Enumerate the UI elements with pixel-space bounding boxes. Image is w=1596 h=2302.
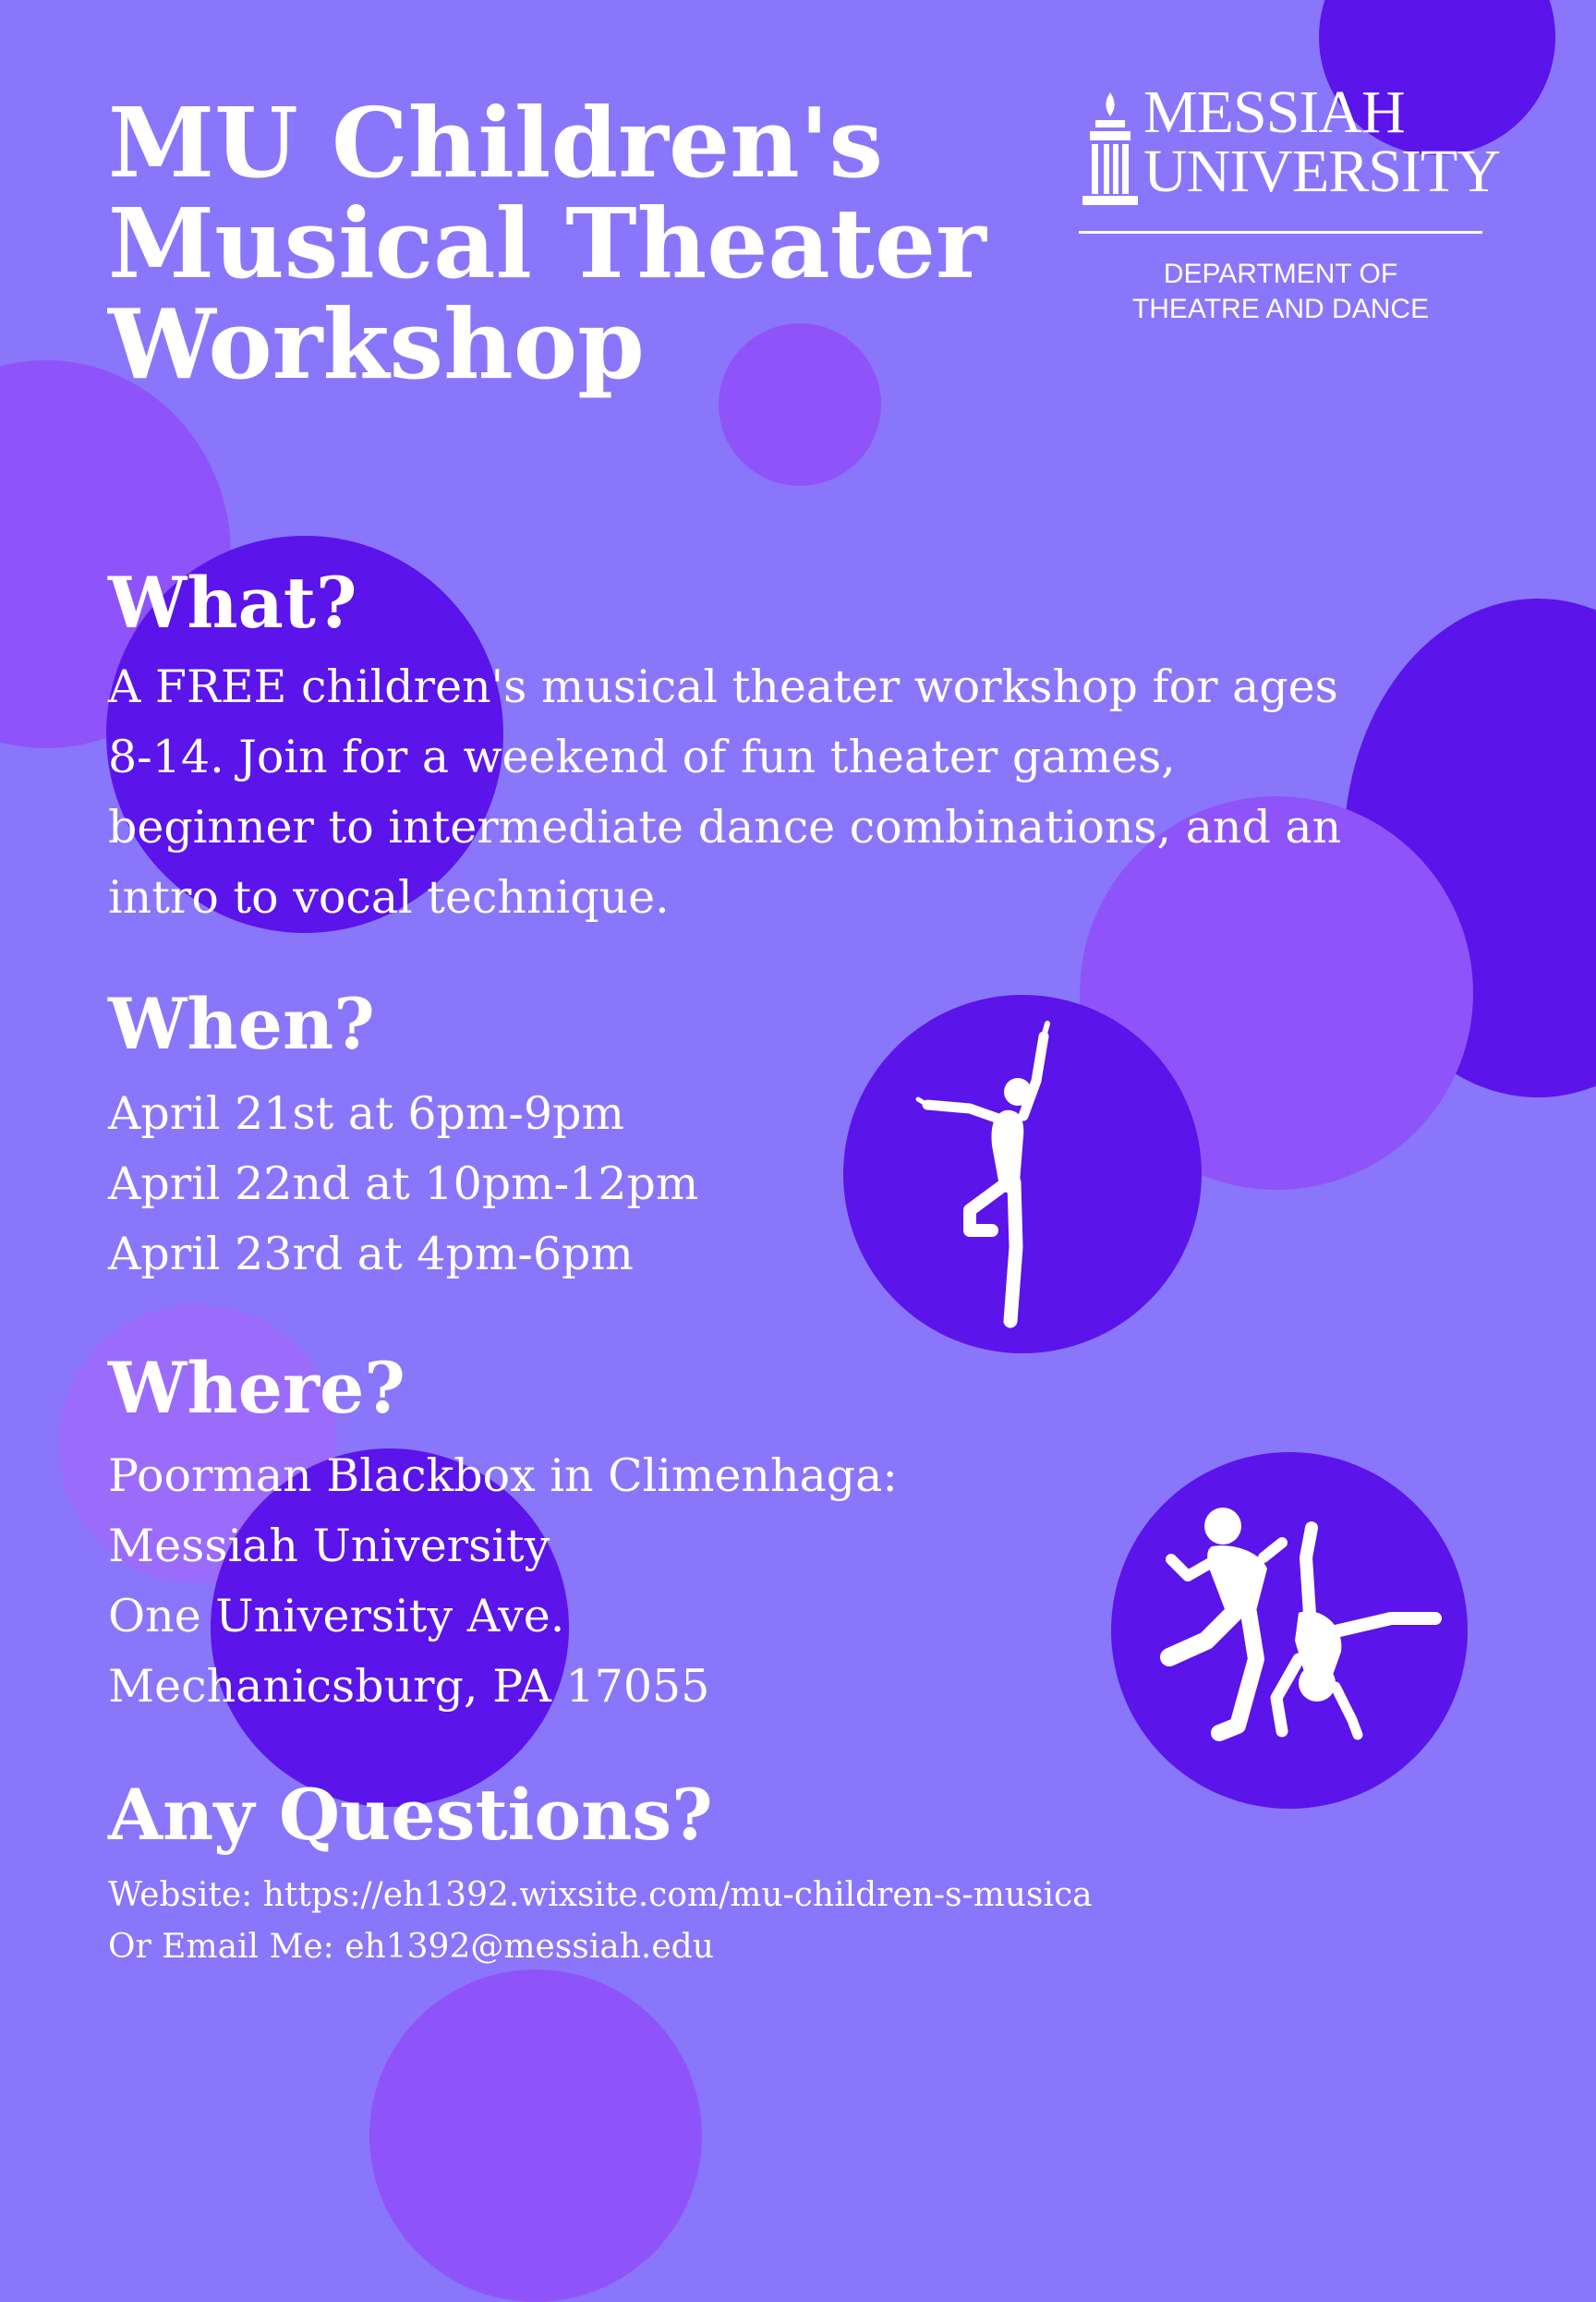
- title-line: MU Children's: [108, 86, 884, 200]
- logo-divider: [1079, 231, 1482, 234]
- where-address: [108, 1441, 898, 1722]
- address-line: One University Ave.: [108, 1590, 565, 1642]
- logo-name-line: MESSIAH: [1143, 79, 1405, 146]
- questions-heading: Any Questions?: [108, 1774, 713, 1856]
- department-name: [1079, 257, 1482, 327]
- schedule-line: April 23rd at 4pm-6pm: [108, 1228, 634, 1280]
- what-line: intro to vocal technique.: [108, 871, 670, 924]
- decor-circle: [369, 1969, 702, 2302]
- schedule-line: April 21st at 6pm-9pm: [108, 1087, 624, 1140]
- department-line: THEATRE AND DANCE: [1131, 294, 1430, 324]
- where-heading: Where?: [108, 1347, 405, 1429]
- what-line: beginner to intermediate dance combinations, and an: [108, 801, 1342, 854]
- page-title: [108, 86, 1032, 402]
- title-line: Workshop: [108, 287, 645, 402]
- what-heading: What?: [108, 562, 357, 644]
- department-line: DEPARTMENT OF: [1163, 259, 1398, 289]
- email-link[interactable]: Or Email Me: eh1392@messiah.edu: [108, 1928, 714, 1966]
- address-line: Mechanicsburg, PA 17055: [108, 1660, 710, 1713]
- breakdancers-icon: [1160, 1502, 1456, 1751]
- ballet-dancer-icon: [914, 1016, 1081, 1330]
- schedule-line: April 22nd at 10pm-12pm: [108, 1157, 699, 1210]
- logo-name: [1143, 79, 1500, 205]
- contact-info: [108, 1870, 1093, 1973]
- what-line: 8-14. Join for a weekend of fun theater games,: [108, 731, 1176, 783]
- address-line: Messiah University: [108, 1520, 550, 1572]
- when-schedule: [108, 1079, 698, 1290]
- what-description: [108, 652, 1341, 933]
- title-line: Musical Theater: [108, 187, 986, 301]
- website-link[interactable]: Website: https://eh1392.wixsite.com/mu-children-s-musica: [108, 1876, 1093, 1914]
- when-heading: When?: [108, 983, 375, 1065]
- what-line: A FREE children's musical theater workshop for ages: [108, 660, 1338, 713]
- address-line: Poorman Blackbox in Climenhaga:: [108, 1449, 898, 1502]
- torch-icon: [1079, 89, 1142, 209]
- logo-name-line: UNIVERSITY: [1143, 138, 1500, 205]
